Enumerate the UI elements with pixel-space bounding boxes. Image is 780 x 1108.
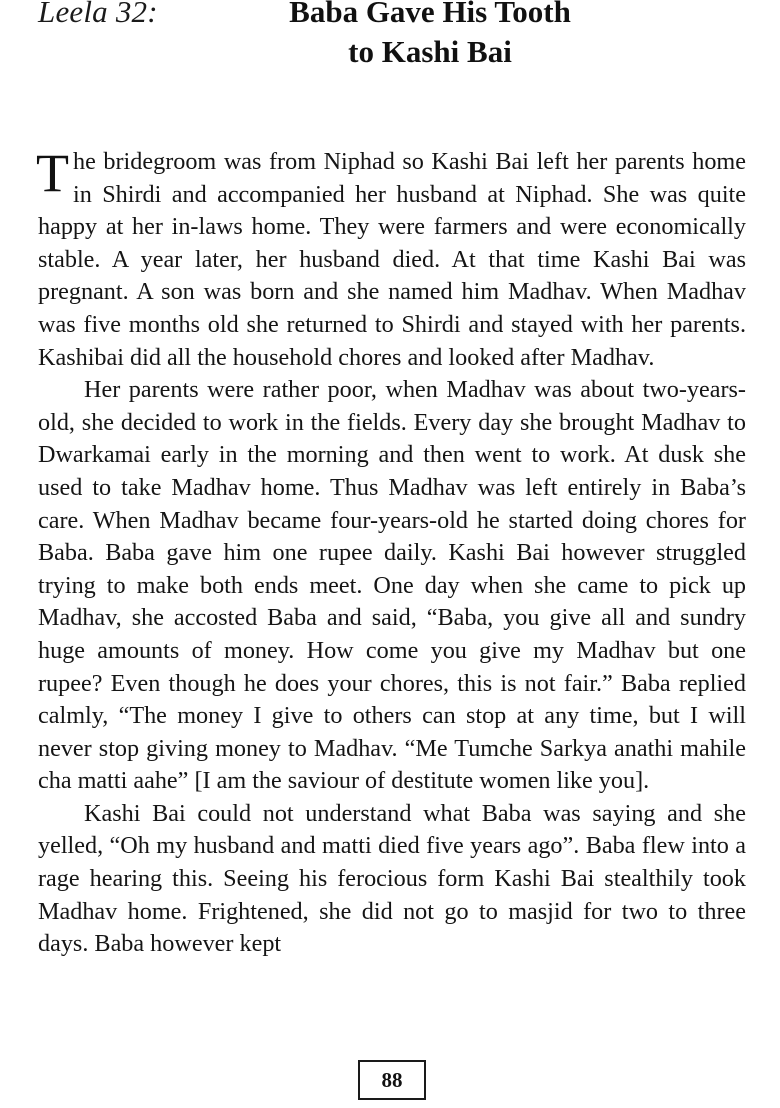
chapter-title-line-2: to Kashi Bai — [348, 34, 512, 69]
paragraph-1-text: he bridegroom was from Niphad so Kashi Bai left her parents home in Shirdi and accompanied her husband at Niphad. She was quite happy at her in-laws home. They were farmers and were economically stable. A year later, her husband died. At that time Kashi Bai was pregnant. A son was born and she named him Madhav. When Madhav was five months old she returned to Shirdi and stayed with her parents. Kashibai did all the household chores and looked after Madhav. — [38, 148, 746, 371]
paragraph-2: Her parents were rather poor, when Madhav was about two-years-old, she decided to work in the fields. Every day she brought Madhav to Dwarkamai early in the morning and then went to work. At dusk she used to take Madhav home. Thus Madhav was left entirely in Baba’s care. When Madhav became four-years-old he started doing chores for Baba. Baba gave him one rupee daily. Kashi Bai however struggled trying to make both ends meet. One day when she came to pick up Madhav, she accosted Baba and said, “Baba, you give all and sundry huge amounts of money. How come you give my Madhav but one rupee? Even though he does your chores, this is not fair.” Baba replied calmly, “The money I give to others can stop at any time, but I will never stop giving money to Madhav. “Me Tumche Sarkya anathi mahile cha matti aahe” [I am the saviour of destitute women like you]. — [38, 376, 746, 795]
chapter-body — [36, 143, 746, 961]
chapter-title — [170, 0, 690, 72]
chapter-title-line-1: Baba Gave His Tooth — [289, 0, 571, 29]
drop-cap: T — [36, 143, 69, 203]
paragraph-3: Kashi Bai could not understand what Baba was saying and she yelled, “Oh my husband and matti died five years ago”. Baba flew into a rage hearing this. Seeing his ferocious form Kashi Bai stealthily took Madhav home. Frightened, she did not go to masjid for two to three days. Baba however kept — [38, 799, 746, 958]
chapter-label: Leela 32: — [38, 0, 158, 29]
page-number: 88 — [358, 1060, 426, 1100]
paragraph-1 — [36, 143, 746, 374]
